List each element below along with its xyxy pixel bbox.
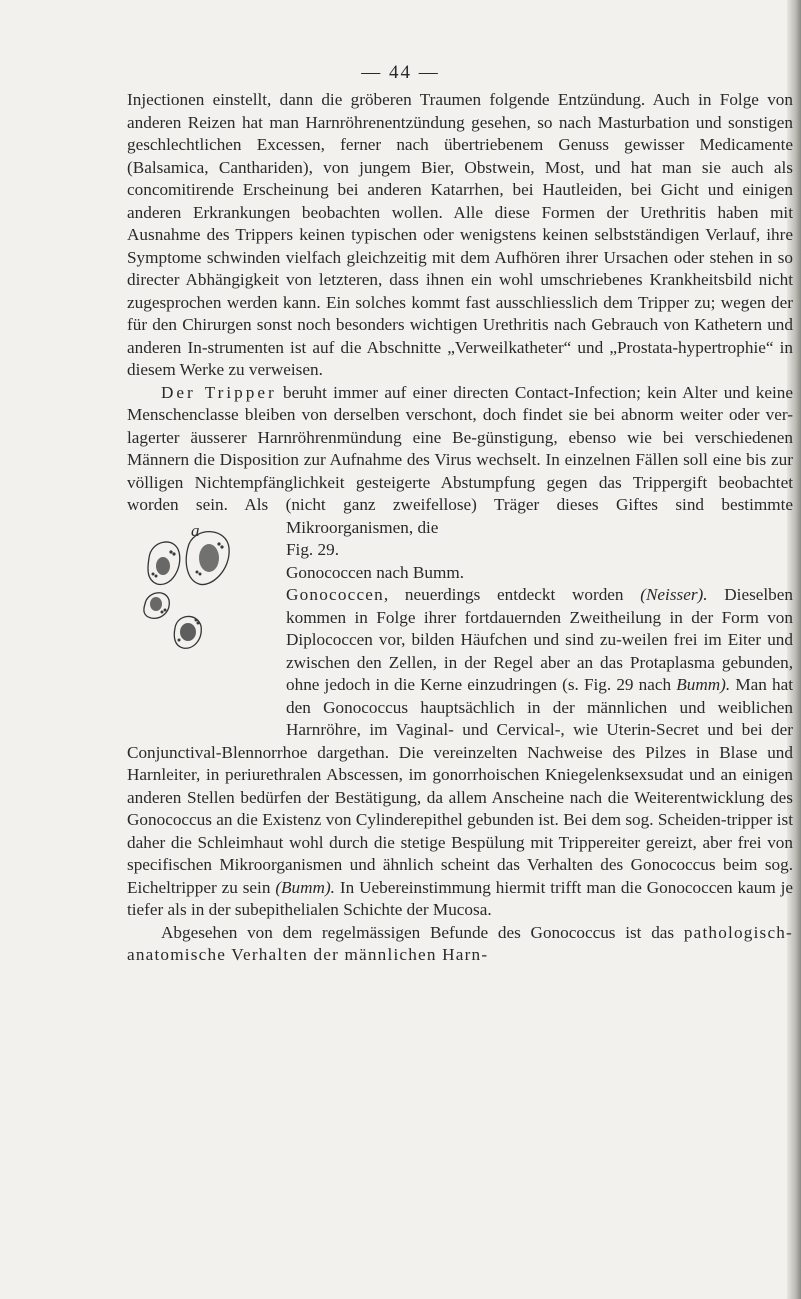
figure-number: Fig. 29. [286, 540, 340, 559]
paragraph-1: Injectionen einstellt, dann die gröberen Traumen folgende Entzündung. Auch in Folge von anderen Reizen hat man Harnröhrenentzündung gesehen, so nach Masturbation und sonstigen geschlechtlichen Excessen, ferner nach übertriebenem Genuss gewisser Medicamente (Balsamica, Canthariden), von jungem Bier, Obstwein, Most, und hat man sie auch als concomitirende Erscheinung bei anderen Katarrhen, bei Hautleiden, bei Gicht und einigen anderen Erkrankungen beobachten wollen. Alle diese Formen der Urethritis haben mit Ausnahme des Trippers keinen typischen oder wenigstens keinen selbstständigen Verlauf, ihre Symptome schwinden vielfach gleichzeitig mit dem Aufhören ihrer Ursachen oder stehen in so directer Abhängigkeit von letzteren, dass ihnen ein wohl umschriebenes Krankheitsbild nicht zugesprochen werden kann. Ein solches kommt fast ausschliesslich dem Tripper zu; wegen der für den Chirurgen sonst noch besonders wichtigen Urethritis nach Gebrauch von Kathetern und anderen In-strumenten ist auf die Abschnitte „Verweilkatheter“ und „Prostata-hypertrophie“ in diesem Werke zu verweisen. [127, 90, 793, 379]
figure-29 [119, 518, 268, 728]
figure-label-a: a [191, 520, 200, 540]
page-number: — 44 — [361, 62, 440, 83]
figure-title: Gonococcen nach Bumm. [286, 562, 465, 582]
body-text [127, 89, 793, 967]
term-pathologisch: pathologisch-anatomische Verhalten der männlichen Harn- [127, 922, 793, 964]
paragraph-2 [127, 382, 793, 540]
term-gonococcen: Gonococcen [286, 585, 384, 604]
paragraph-3-text-a: Abgesehen von dem regelmässigen Befunde des Gonococcus ist das [161, 922, 684, 942]
paragraph-3 [127, 922, 793, 967]
gonococci-illustration [141, 522, 251, 672]
paragraph-2-text-d: Man hat den Gonococcus hauptsächlich in der männlichen und weiblichen Harnröhre, im Vaginal- und Cervical-, wie Uterin-Secret und bei der Conjunctival-Blennorrhoe dargethan. Die vereinzelten Nachweise des Pilzes in Blase und Harnleiter, in periurethralen Abscessen, im gonorrhoischen Kniegelenksexsudat und an einigen anderen Stellen bedürfen der Bestätigung, da allem Anscheine nach die Weiterentwicklung des Gonococcus an die Existenz von Cylinderepithel gebunden ist. Bei dem sog. Scheiden-tripper ist daher die Schleimhaut wohl durch die stetige Bespülung mit Trippereiter gereizt, aber frei von specifischen Mikroorganismen und ähnlich scheint das Verhalten des Gonococcus beim sog. Eicheltripper zu sein [127, 675, 793, 897]
citation-neisser: (Neisser). [640, 585, 708, 604]
paragraph-2-text-c: Dieselben kommen in Folge ihrer fortdauernden Zweitheilung in der Form von Diplococcen vor, bilden Häufchen und sind zu-weilen frei im Eiter und zwischen den Zellen, in der Regel aber an das Protaplasma gebunden, ohne jedoch in die Kerne einzudringen (s. Fig. 29 nach [286, 585, 793, 694]
paragraph-2-text-a: beruht immer auf einer directen Contact-Infection; kein Alter und keine Menschenclasse bleiben von derselben verschont, doch findet sie bei abnorm weiter oder ver-lagerter äusserer Harnröhrenmündung eine Be-günstigung, ebenso wie bei verschiedenen Männern die Disposition zur Aufnahme des Virus wechselt. In einzelnen Fällen soll eine bis zur völligen Nichtempfänglichkeit gesteigerte Abstumpfung gegen das Trippergift beobachtet worden sein. Als (nicht ganz zweifellose) Träger dieses Giftes sind bestimmte Mikroorganismen, die [127, 382, 793, 537]
paragraph-2-text-b: , neuerdings entdeckt worden [383, 585, 641, 604]
paragraph-2-text-e: In Uebereinstimmung hiermit trifft man die Gonococcen kaum je tiefer als in der subepithelialen Schichte der Mucosa. [127, 877, 793, 919]
citation-bumm-2: (Bumm). [275, 877, 335, 897]
term-tripper: Der Tripper [161, 382, 277, 402]
citation-bumm-1: Bumm). [676, 675, 731, 694]
